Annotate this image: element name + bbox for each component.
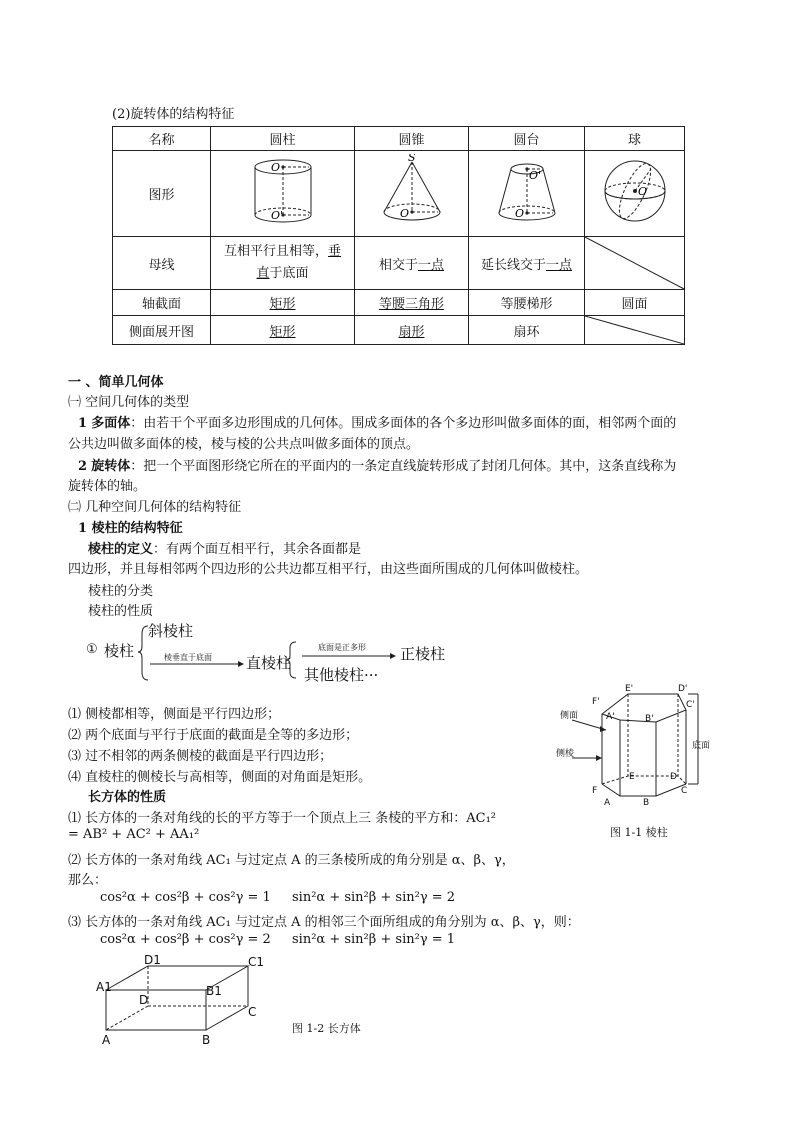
header-cylinder: 圆柱: [211, 127, 355, 151]
vertex-d-prime: D': [678, 684, 688, 694]
cuboid-figure: [96, 956, 276, 1046]
vertex-c1: C1: [248, 955, 265, 969]
prism-base-label: 底面: [692, 741, 711, 751]
vertex-b-cuboid: B: [202, 1033, 211, 1047]
table-row-generatrix: [113, 237, 685, 290]
label-o-prime: O': [270, 208, 283, 222]
part1-heading: 一 、简单几何体: [68, 375, 164, 390]
cuboid-formula-2b: sin²α + sin²β + sin²γ = 2: [292, 890, 456, 905]
axial-cone: 等腰三角形: [355, 290, 469, 316]
prop-2: ⑵ 两个底面与平行于底面的截面是全等的多边形；: [68, 728, 359, 743]
cuboid-prop-1b: = AB² + AC² + AA₁²: [68, 827, 200, 842]
prism-definition-2: 四边形，并且每相邻两个四边形的公共边都互相平行，由这些面所围成的几何体叫做棱柱。: [68, 562, 589, 577]
header-frustum: 圆台: [469, 127, 585, 151]
label-o-sphere: O: [637, 184, 647, 198]
class-prism: 棱柱: [104, 642, 135, 660]
prism-heading: 1 棱柱的结构特征: [78, 521, 183, 536]
cuboid-prop-1: ⑴ 长方体的一条对角线的长的平方等于一个顶点上三 条棱的平方和：AC₁²: [68, 811, 497, 826]
class-arrow2-label: 底面是正多形: [318, 643, 366, 652]
prism-definition: 棱柱的定义：有两个面互相平行，其余各面都是: [88, 542, 362, 557]
generatrix-cone: 相交于一点: [355, 237, 469, 290]
frustum-figure: [487, 155, 567, 229]
sphere-figure: [595, 155, 675, 229]
para-rotational-2: 旋转体的轴。: [68, 479, 147, 494]
axial-cylinder: 矩形: [211, 290, 355, 316]
table-row-axial: [113, 290, 685, 316]
class-regular: 正棱柱: [400, 645, 446, 663]
vertex-b-prime: B': [645, 714, 654, 724]
vertex-d1: D1: [144, 953, 161, 967]
axial-sphere: 圆面: [585, 290, 685, 316]
generatrix-frustum: 延长线交于一点: [469, 237, 585, 290]
diagonal-slash: [585, 237, 684, 289]
prism-properties: 棱柱的性质: [88, 604, 154, 619]
diagonal-slash-2: [585, 316, 684, 344]
prop-3: ⑶ 过不相邻的两条侧棱的截面是平行四边形；: [68, 749, 333, 764]
axial-frustum: 等腰梯形: [469, 290, 585, 316]
label-s: S: [407, 153, 416, 164]
vertex-a1: A1: [96, 980, 112, 994]
generatrix-cylinder: 互相平行且相等，垂 直于底面: [211, 237, 355, 290]
vertex-c-cuboid: C: [248, 1005, 257, 1019]
cylinder-figure: [243, 155, 323, 229]
para-rotational: 2 旋转体：把一个平面图形绕它所在的平面内的一条定直线旋转形成了封闭几何体。其中，这条直线称为: [78, 459, 677, 474]
lateral-cone: 扇形: [355, 316, 469, 345]
prop-4: ⑷ 直棱柱的侧棱长与高相等，侧面的对角面是矩形。: [68, 770, 372, 785]
cuboid-caption: 图 1-2 长方体: [292, 1022, 361, 1035]
cuboid-formula-3b: sin²α + sin²β + sin²γ = 1: [292, 932, 456, 947]
subsection-structure: ㈡ 几种空间几何体的结构特征: [68, 500, 242, 515]
vertex-a-cuboid: A: [102, 1033, 111, 1047]
vertex-a: A: [604, 798, 611, 808]
cuboid-prop-3: ⑶ 长方体的一条对角线 AC₁ 与过定点 A 的相邻三个面所组成的角分别为 α、β、γ，则：: [68, 915, 580, 930]
cuboid-prop-2: ⑵ 长方体的一条对角线 AC₁ 与过定点 A 的三条棱所成的角分别是 α、β、γ，: [68, 853, 515, 868]
class-other: 其他棱柱···: [304, 666, 379, 684]
label-o-prime-frustum: O': [528, 168, 541, 182]
row-label-lateral: 侧面展开图: [113, 316, 211, 345]
class-circle-one: ①: [86, 642, 98, 657]
vertex-e-prime: E': [625, 684, 634, 694]
cone-figure: [372, 154, 452, 230]
prism-classification: 棱柱的分类: [88, 584, 154, 599]
class-oblique: 斜棱柱: [148, 622, 194, 640]
lateral-sphere-empty: [585, 316, 685, 345]
vertex-f-prime: F': [592, 697, 600, 707]
table-row-shapes: [113, 151, 685, 237]
cuboid-formula-2a: cos²α + cos²β + cos²γ = 1: [100, 890, 271, 905]
label-o-frustum: O: [514, 206, 524, 220]
vertex-c-prime: C': [686, 700, 695, 710]
class-arrow1-label: 棱垂直于底面: [164, 653, 212, 662]
section-title: (2)旋转体的结构特征: [112, 107, 235, 122]
header-sphere: 球: [585, 127, 685, 151]
lateral-cylinder: 矩形: [211, 316, 355, 345]
vertex-e: E: [629, 772, 635, 782]
cone-figure-cell: [355, 151, 469, 237]
vertex-f: F: [592, 786, 598, 796]
prism-caption: 图 1-1 棱柱: [610, 826, 668, 839]
vertex-d-cuboid: D: [139, 993, 149, 1007]
header-cone: 圆锥: [355, 127, 469, 151]
cuboid-formula-3a: cos²α + cos²β + cos²γ = 2: [100, 932, 271, 947]
frustum-figure-cell: [469, 151, 585, 237]
cuboid-heading: 长方体的性质: [88, 790, 167, 805]
class-right: 直棱柱: [246, 654, 292, 672]
row-label-shape: 图形: [113, 151, 211, 237]
generatrix-sphere-empty: [585, 237, 685, 290]
vertex-a-prime: A': [606, 712, 615, 722]
cuboid-prop-2b: 那么：: [68, 873, 108, 888]
prism-side-face-label: 侧面: [560, 711, 579, 721]
para-polyhedron: 1 多面体：由若干个平面多边形围成的几何体。围成多面体的各个多边形叫做多面体的面，相邻两个面的: [78, 416, 677, 431]
row-label-generatrix: 母线: [113, 237, 211, 290]
label-o: O: [270, 160, 280, 174]
vertex-c: C: [681, 786, 688, 796]
sphere-figure-cell: [585, 151, 685, 237]
rotational-bodies-table: [112, 126, 685, 345]
header-name: 名称: [113, 127, 211, 151]
vertex-b1: B1: [206, 984, 222, 998]
prop-1: ⑴ 侧棱都相等，侧面是平行四边形；: [68, 707, 281, 722]
subsection-types: ㈠ 空间几何体的类型: [68, 395, 190, 410]
table-row-lateral: [113, 316, 685, 345]
vertex-d: D: [670, 772, 677, 782]
para-polyhedron-2: 公共边叫做多面体的棱，棱与棱的公共点叫做多面体的顶点。: [68, 437, 420, 452]
vertex-b: B: [643, 798, 650, 808]
cylinder-figure-cell: [211, 151, 355, 237]
row-label-axial: 轴截面: [113, 290, 211, 316]
label-o-cone: O: [399, 206, 409, 220]
lateral-frustum: 扇环: [469, 316, 585, 345]
table-header-row: [113, 127, 685, 151]
prism-lateral-edge-label: 侧棱: [556, 749, 575, 759]
